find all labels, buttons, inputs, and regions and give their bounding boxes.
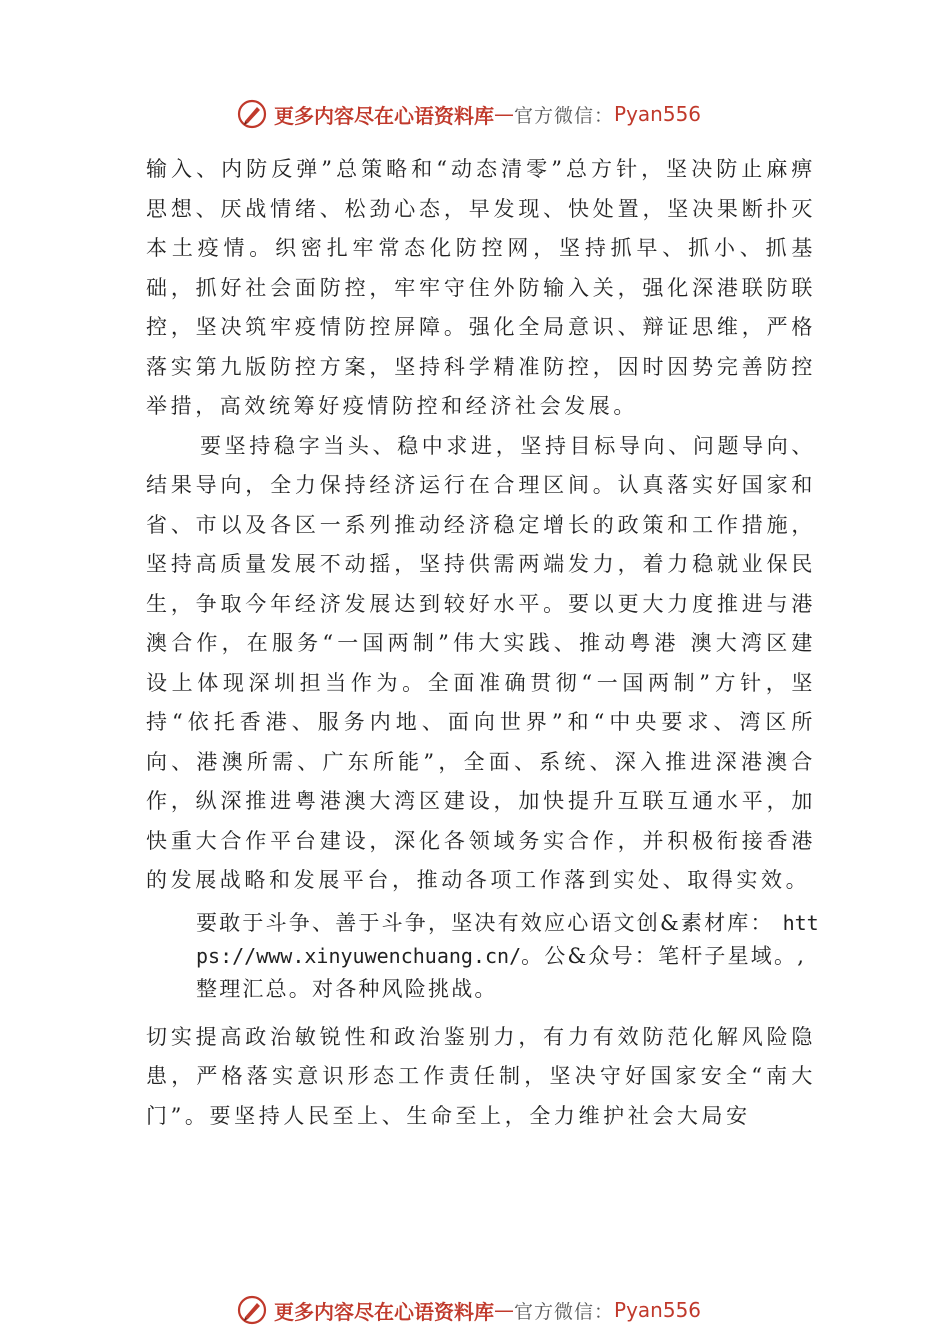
pen-logo-icon [236, 1294, 268, 1326]
header-title: 更多内容尽在心语资料库 [274, 103, 494, 128]
note-url: https://www.xinyuwenchuang.cn/ [196, 910, 819, 968]
footer-separator: — [494, 1298, 514, 1322]
paragraph-3: 切实提高政治敏锐性和政治鉴别力，有力有效防范化解风险隐患，严格落实意识形态工作责任制，坚决守好国家安全“南大门”。要坚持人民至上、生命至上，全力维护社会大局安 [146, 1024, 816, 1128]
header-wechat-id: Pyan556 [614, 102, 702, 126]
watermark-note [196, 901, 821, 1012]
footer-wechat-id: Pyan556 [614, 1298, 702, 1322]
footer-wechat-label: 官方微信： [514, 1300, 615, 1323]
header-banner [236, 97, 701, 131]
footer-banner [236, 1293, 701, 1327]
paragraph-2: 要坚持稳字当头、稳中求进，坚持目标导向、问题导向、结果导向，全力保持经济运行在合理区间。认真落实好国家和省、市以及各区一系列推动经济稳定增长的政策和工作措施，坚持高质量发展不动摇，坚持供需两端发力，着力稳就业保民生，争取今年经济发展达到较好水平。要以更大力度推进与港澳合作，在服务“一国两制”伟大实践、推动粤港 澳大湾区建设上体现深圳担当作为。全面准确贯彻“一国两制”方针，坚持“依托香港、服务内地、面向世界”和“中央要求、湾区所向、港澳所需、广东所能”，全面、系统、深入推进深港澳合作，纵深推进粤港澳大湾区建设，加快提升互联互通水平，加快重大合作平台建设，深化各领域务实合作，并积极衔接香港的发展战略和发展平台，推动各项工作落到实处、取得实效。 [146, 433, 816, 892]
header-wechat-label: 官方微信： [514, 104, 615, 127]
footer-title: 更多内容尽在心语资料库 [274, 1299, 494, 1324]
paragraph-1: 输入、内防反弹”总策略和“动态清零”总方针，坚决防止麻痹思想、厌战情绪、松劲心态，早发现、快处置，坚决果断扑灭本土疫情。织密扎牢常态化防控网，坚持抓早、抓小、抓基础，抓好社会面防控，牢牢守住外防输入关，强化深港联防联控，坚决筑牢疫情防控屏障。强化全局意识、辩证思维，严格落实第九版防控方案，坚持科学精准防控，因时因势完善防控举措，高效统筹好疫情防控和经济社会发展。 [146, 157, 816, 418]
note-text-1: 要敢于斗争、善于斗争，坚决有效应心语文创&素材库： [196, 910, 774, 935]
document-body [146, 150, 819, 1136]
note-text-2: 。公&众号：笔杆子星域。,整理汇总。对各种风险挑战。 [196, 943, 807, 1001]
pen-logo-icon [236, 98, 268, 130]
header-separator: — [494, 102, 514, 126]
